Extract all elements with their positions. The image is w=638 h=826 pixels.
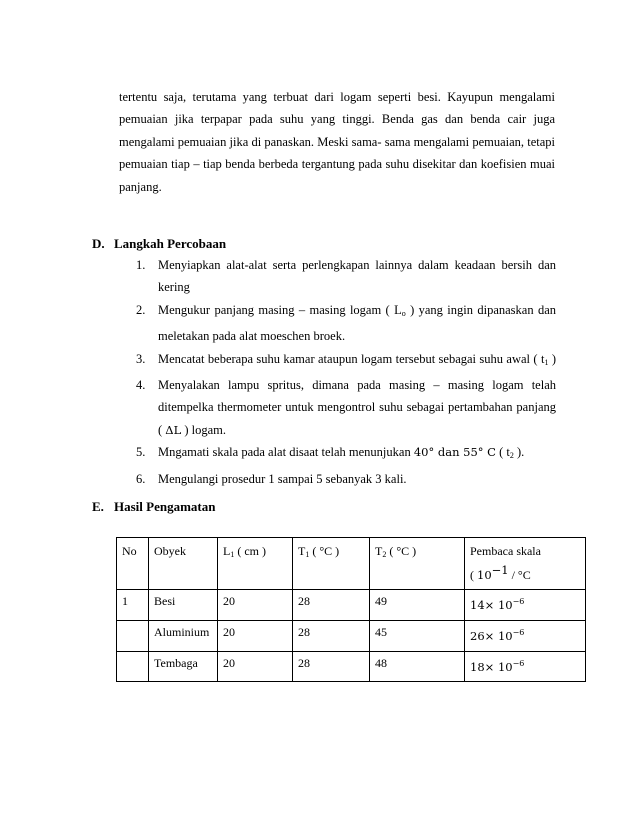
section-e-title: Hasil Pengamatan bbox=[114, 499, 216, 514]
step-text: Mengulangi prosedur 1 sampai 5 sebanyak 3 kali. bbox=[158, 471, 407, 486]
cell-obyek: Tembaga bbox=[149, 651, 218, 682]
results-table bbox=[116, 537, 586, 682]
section-d-heading bbox=[92, 236, 226, 252]
header-skala: Pembaca skala ( $10^{-1} / ^\circ C$ bbox=[465, 538, 586, 590]
cell-skala: $26\times 10^{-6}$ bbox=[465, 620, 586, 651]
cell-t2: 48 bbox=[370, 651, 465, 682]
steps-list bbox=[136, 254, 556, 490]
section-d-title: Langkah Percobaan bbox=[114, 236, 227, 251]
intro-line: mengalami pemuaian jika di panaskan. Meski sama- sama mengalami pemuaian, tetapi bbox=[119, 134, 555, 149]
step-number: 5. bbox=[136, 445, 146, 460]
step-number: 4. bbox=[136, 378, 146, 393]
step-text: kering bbox=[158, 280, 190, 295]
results-table-wrapper bbox=[116, 537, 586, 682]
step-item bbox=[136, 254, 556, 299]
table-row bbox=[117, 620, 586, 651]
step-number: 2. bbox=[136, 302, 146, 317]
step-item bbox=[136, 374, 556, 441]
cell-no: 1 bbox=[117, 590, 149, 621]
section-e-letter: E. bbox=[92, 499, 104, 514]
step-text: meletakan pada alat moeschen broek. bbox=[158, 329, 346, 344]
section-e-heading bbox=[92, 499, 215, 515]
step-item bbox=[136, 468, 556, 490]
step-text: ( ΔL ) logam. bbox=[158, 422, 227, 437]
cell-t2: 49 bbox=[370, 590, 465, 621]
step-text: Mengukur panjang masing – masing logam ( $L_o$ ) yang ingin dipanaskan dan bbox=[158, 302, 557, 318]
step-item bbox=[136, 441, 556, 467]
intro-line: pemuaian jika terpapar pada suhu yang tinggi. Benda gas dan benda cair juga bbox=[119, 112, 555, 127]
cell-no bbox=[117, 620, 149, 651]
cell-t1: 28 bbox=[293, 590, 370, 621]
header-l1: $L_1$ ( cm ) bbox=[218, 538, 293, 590]
cell-l1: 20 bbox=[218, 620, 293, 651]
intro-line: pemuaian tiap – tiap benda berbeda tergantung pada suhu disekitar dan koefisien muai bbox=[119, 157, 555, 172]
step-item bbox=[136, 348, 556, 374]
cell-no bbox=[117, 651, 149, 682]
cell-obyek: Aluminium bbox=[149, 620, 218, 651]
cell-l1: 20 bbox=[218, 590, 293, 621]
table-row bbox=[117, 651, 586, 682]
header-t2: $T_2$ ( °C ) bbox=[370, 538, 465, 590]
intro-paragraph bbox=[119, 86, 555, 198]
table-row bbox=[117, 590, 586, 621]
cell-t1: 28 bbox=[293, 651, 370, 682]
temperature-formula: 40° dan 55° C bbox=[413, 445, 496, 460]
cell-t2: 45 bbox=[370, 620, 465, 651]
step-number: 3. bbox=[136, 351, 146, 366]
step-item bbox=[136, 299, 556, 348]
intro-line: panjang. bbox=[119, 179, 162, 194]
step-number: 1. bbox=[136, 258, 146, 272]
step-text: Mngamati skala pada alat disaat telah menunjukan 40° dan 55° C ( $t_2$ ). bbox=[158, 445, 525, 461]
header-t1: $T_1$ ( °C ) bbox=[293, 538, 370, 590]
step-text: ditempelka thermometer untuk mengontrol suhu sebagai pertambahan panjang bbox=[158, 400, 556, 415]
cell-skala: $14\times 10^{-6}$ bbox=[465, 590, 586, 621]
step-text: Menyalakan lampu spritus, dimana pada masing – masing logam telah bbox=[158, 378, 556, 393]
table-header-row bbox=[117, 538, 586, 590]
step-text: Menyiapkan alat-alat serta perlengkapan lainnya dalam keadaan bersih dan bbox=[158, 258, 556, 272]
header-no: No bbox=[117, 538, 149, 590]
cell-skala: $18\times 10^{-6}$ bbox=[465, 651, 586, 682]
delta-l-symbol: ΔL bbox=[165, 422, 182, 437]
cell-t1: 28 bbox=[293, 620, 370, 651]
cell-l1: 20 bbox=[218, 651, 293, 682]
intro-line: tertentu saja, terutama yang terbuat dari logam seperti besi. Kayupun mengalami bbox=[119, 90, 555, 104]
step-number: 6. bbox=[136, 471, 146, 486]
section-d-letter: D. bbox=[92, 236, 105, 251]
header-obyek: Obyek bbox=[149, 538, 218, 590]
step-text: Mencatat beberapa suhu kamar ataupun logam tersebut sebagai suhu awal ( $t_1$ ) bbox=[158, 351, 556, 367]
cell-obyek: Besi bbox=[149, 590, 218, 621]
